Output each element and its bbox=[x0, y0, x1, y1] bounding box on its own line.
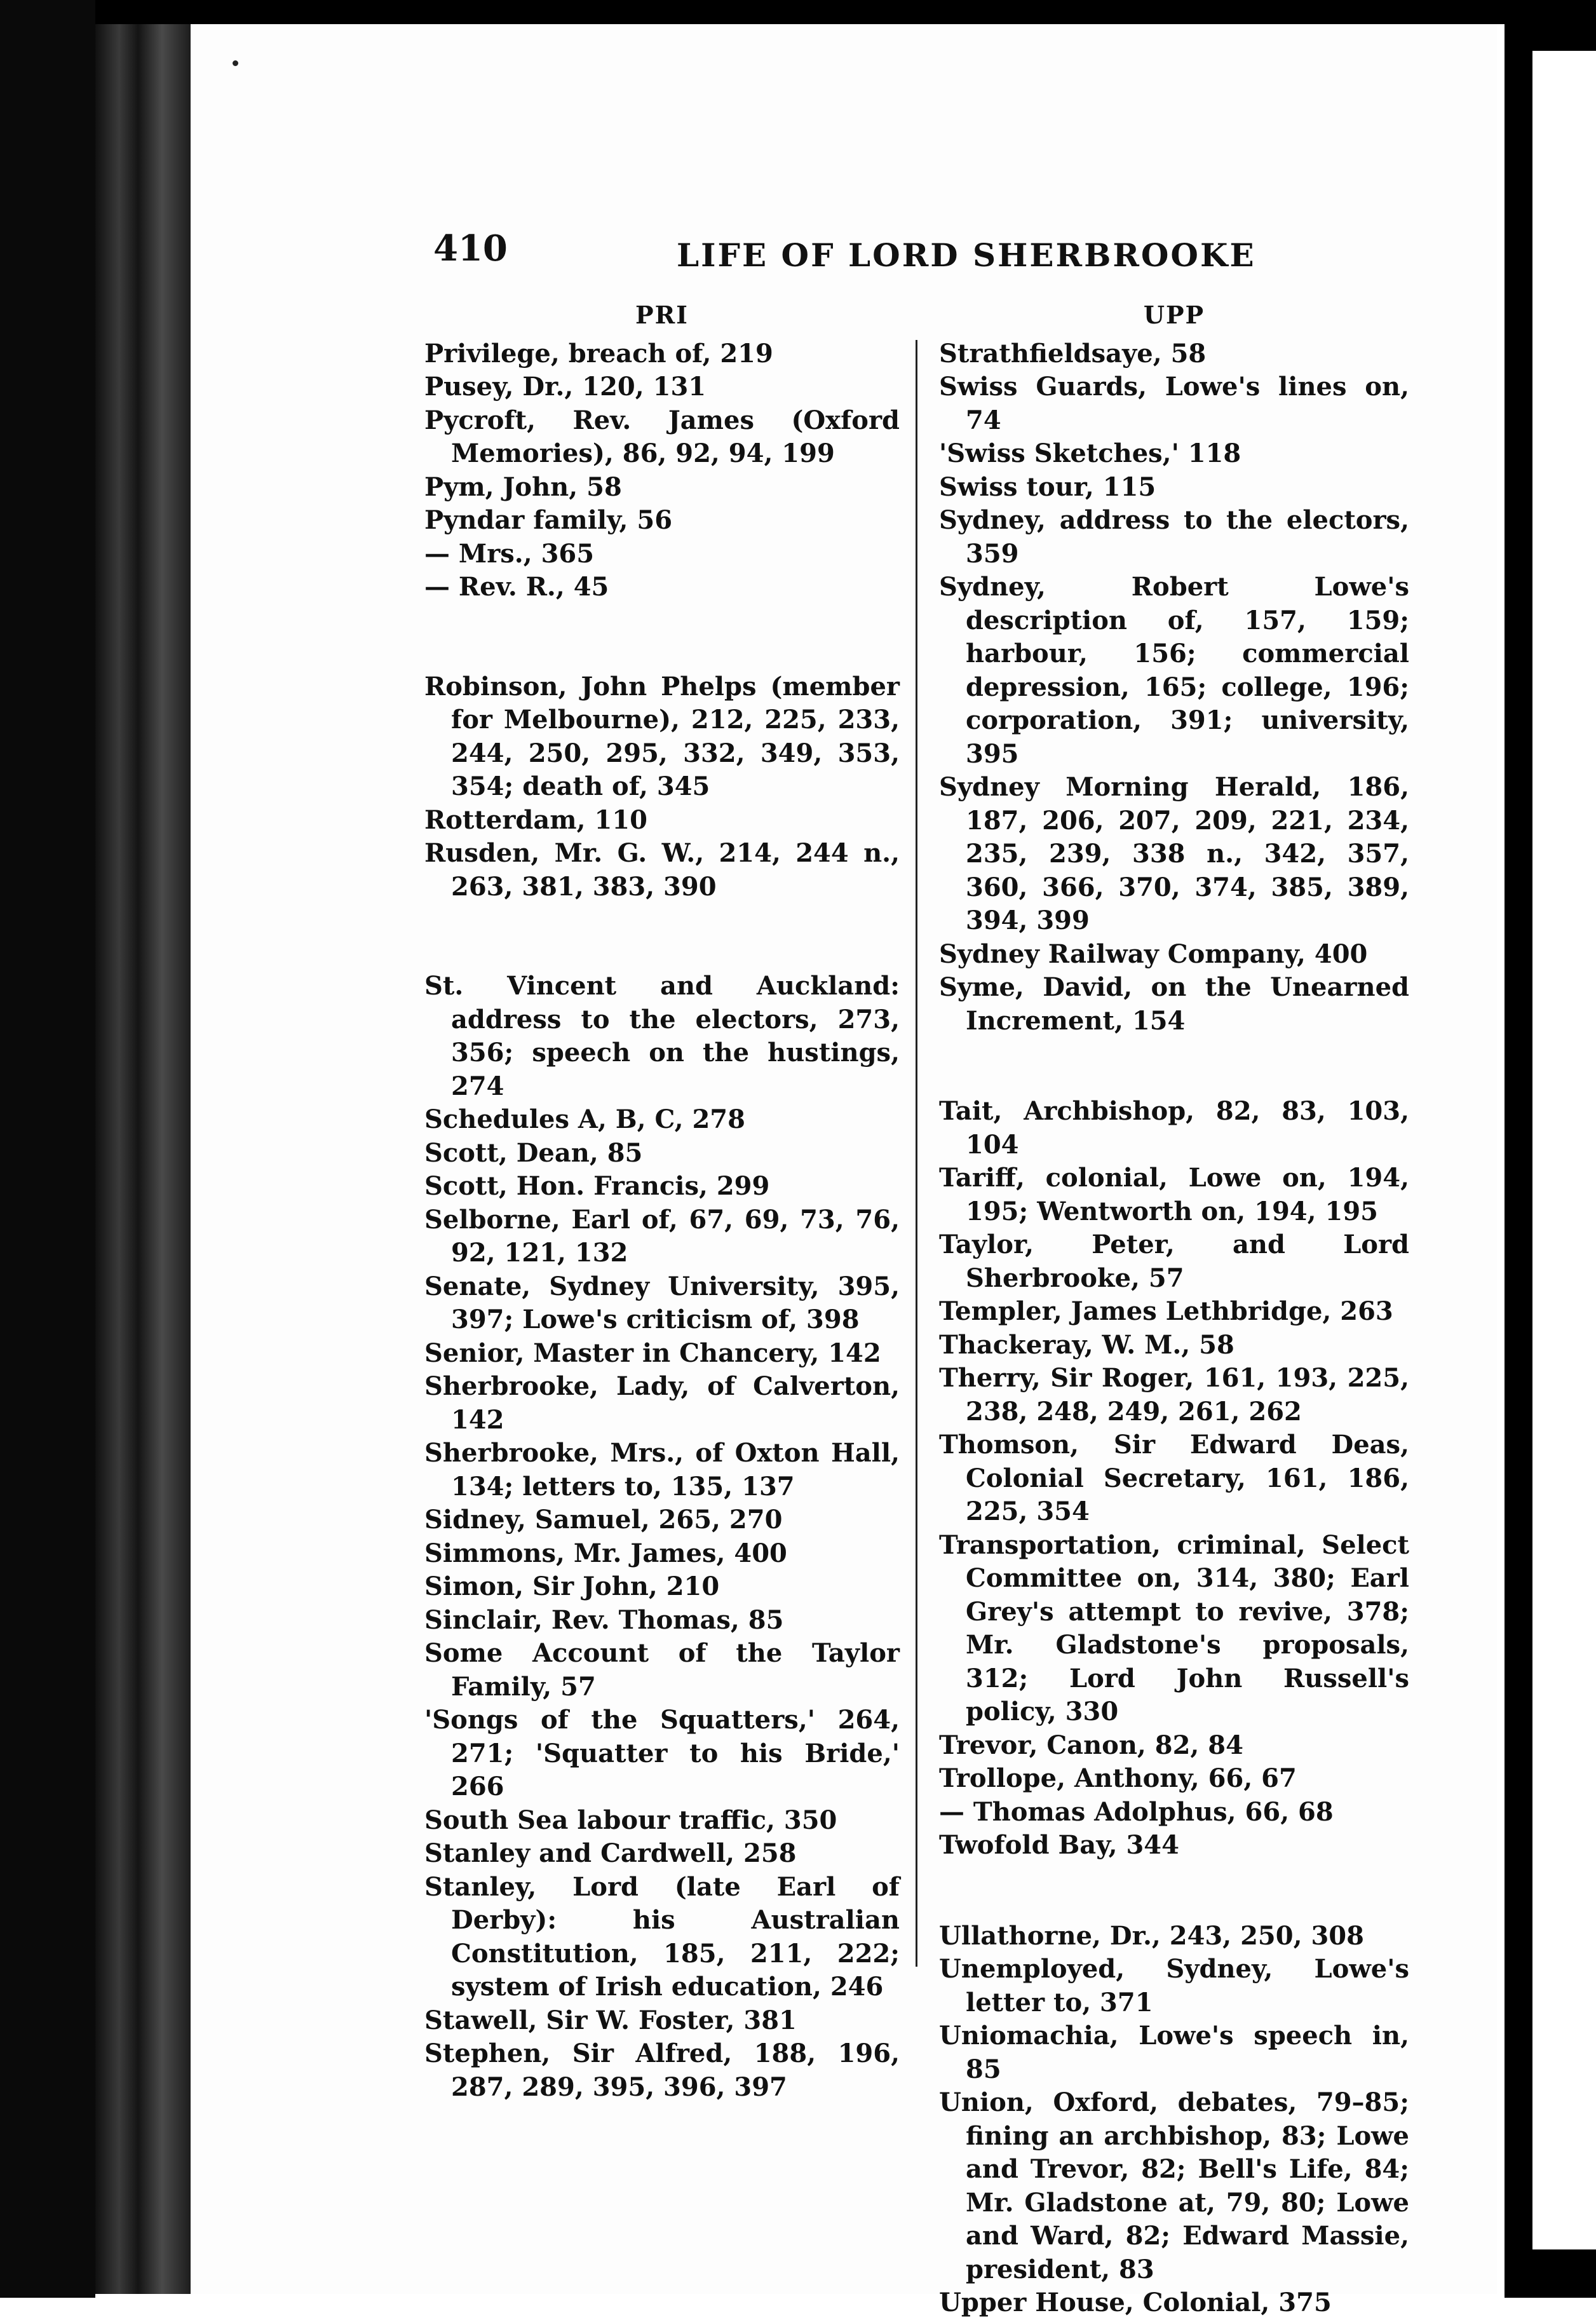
index-entry: Senate, Sydney University, 395, 397; Lowe's criticism of, 398 bbox=[424, 1271, 900, 1334]
index-entry: Stanley, Lord (late Earl of Derby): his Australian Constitution, 185, 211, 222; system of Irish education, 246 bbox=[424, 1871, 900, 2002]
index-entry: Thomson, Sir Edward Deas, Colonial Secretary, 161, 186, 225, 354 bbox=[939, 1430, 1409, 1526]
page-number: 410 bbox=[433, 227, 508, 269]
index-entry: Tait, Archbishop, 82, 83, 103, 104 bbox=[939, 1096, 1409, 1160]
index-entry: — Rev. R., 45 bbox=[424, 572, 609, 602]
index-entry: Ullathorne, Dr., 243, 250, 308 bbox=[939, 1920, 1364, 1951]
index-entry: 'Songs of the Squatters,' 264, 271; 'Squatter to his Bride,' 266 bbox=[424, 1705, 900, 1801]
index-entry: — Thomas Adolphus, 66, 68 bbox=[939, 1796, 1334, 1827]
index-entry: Transportation, criminal, Select Committee on, 314, 380; Earl Grey's attempt to revive, 378; Mr. Gladstone's proposals, 312; Lord John Russell's policy, 330 bbox=[939, 1530, 1409, 1726]
index-entry: Trevor, Canon, 82, 84 bbox=[939, 1730, 1243, 1760]
index-entry: Stanley and Cardwell, 258 bbox=[424, 1838, 797, 1868]
index-entry: Simmons, Mr. James, 400 bbox=[424, 1538, 787, 1568]
index-entry: Pyndar family, 56 bbox=[424, 505, 673, 535]
index-entry: — Mrs., 365 bbox=[424, 538, 595, 569]
column-rule bbox=[916, 340, 917, 1967]
index-entry: Pym, John, 58 bbox=[424, 471, 622, 502]
ink-speck bbox=[233, 60, 238, 66]
index-entry: 'Swiss Sketches,' 118 bbox=[939, 438, 1241, 468]
index-entry: Sinclair, Rev. Thomas, 85 bbox=[424, 1604, 784, 1635]
section-gap bbox=[939, 1862, 1409, 1920]
facing-page-edge bbox=[1532, 51, 1596, 2249]
index-entry: Tariff, colonial, Lowe on, 194, 195; Wentworth on, 194, 195 bbox=[939, 1163, 1409, 1226]
index-entry: Simon, Sir John, 210 bbox=[424, 1571, 720, 1601]
index-entry: Sydney, address to the electors, 359 bbox=[939, 505, 1409, 569]
index-entry: Swiss tour, 115 bbox=[939, 471, 1156, 502]
section-gap bbox=[424, 604, 900, 670]
index-entry: Sherbrooke, Lady, of Calverton, 142 bbox=[424, 1371, 900, 1435]
index-entry: Rusden, Mr. G. W., 214, 244 n., 263, 381, 383, 390 bbox=[424, 838, 900, 902]
index-entry: Pusey, Dr., 120, 131 bbox=[424, 372, 707, 402]
index-entry: Sydney, Robert Lowe's description of, 157, 159; harbour, 156; commercial depression, 165; college, 196; corporation, 391; university, 395 bbox=[939, 572, 1409, 769]
index-entry: Robinson, John Phelps (member for Melbourne), 212, 225, 233, 244, 250, 295, 332, 349, 353, 354; death of, 345 bbox=[424, 671, 900, 801]
index-entry: Scott, Hon. Francis, 299 bbox=[424, 1171, 770, 1201]
index-entry: Uniomachia, Lowe's speech in, 85 bbox=[939, 2021, 1409, 2084]
index-entry: Senior, Master in Chancery, 142 bbox=[424, 1338, 881, 1368]
index-column-right bbox=[939, 299, 1409, 2320]
index-entry: Sydney Railway Company, 400 bbox=[939, 939, 1368, 969]
index-entry: Sherbrooke, Mrs., of Oxton Hall, 134; letters to, 135, 137 bbox=[424, 1438, 900, 1502]
index-entry: Trollope, Anthony, 66, 67 bbox=[939, 1763, 1297, 1793]
scan-border-top bbox=[95, 0, 1512, 24]
index-entry: Thackeray, W. M., 58 bbox=[939, 1329, 1234, 1360]
index-entry: Therry, Sir Roger, 161, 193, 225, 238, 248, 249, 261, 262 bbox=[939, 1363, 1409, 1427]
index-entry: Stephen, Sir Alfred, 188, 196, 287, 289, 395, 396, 397 bbox=[424, 2038, 900, 2102]
index-entry: St. Vincent and Auckland: address to the electors, 273, 356; speech on the hustings, 274 bbox=[424, 971, 900, 1101]
running-header bbox=[433, 227, 1304, 285]
index-entry: Twofold Bay, 344 bbox=[939, 1830, 1179, 1860]
index-entry: Scott, Dean, 85 bbox=[424, 1137, 643, 1168]
catchword-right: UPP bbox=[1143, 301, 1205, 329]
index-entry: Sydney Morning Herald, 186, 187, 206, 207, 209, 221, 234, 235, 239, 338 n., 342, 357, 360, 366, 370, 374, 385, 389, 394, 399 bbox=[939, 772, 1409, 935]
index-entry: Pycroft, Rev. James (Oxford Memories), 86, 92, 94, 199 bbox=[424, 405, 900, 468]
running-title: LIFE OF LORD SHERBROOKE bbox=[677, 236, 1256, 274]
index-entry: Rotterdam, 110 bbox=[424, 804, 647, 835]
index-entry: Upper House, Colonial, 375 bbox=[939, 2288, 1332, 2317]
index-entry: Swiss Guards, Lowe's lines on, 74 bbox=[939, 372, 1409, 435]
index-column-left bbox=[424, 299, 900, 2104]
index-entry: Taylor, Peter, and Lord Sherbrooke, 57 bbox=[939, 1230, 1409, 1293]
catchword-left: PRI bbox=[635, 301, 689, 329]
index-entry: Unemployed, Sydney, Lowe's letter to, 371 bbox=[939, 1954, 1409, 2018]
scan-border-left bbox=[0, 0, 95, 2298]
index-entry: Privilege, breach of, 219 bbox=[424, 338, 773, 369]
section-gap bbox=[424, 904, 900, 970]
index-entry: Templer, James Lethbridge, 263 bbox=[939, 1296, 1393, 1326]
index-entry: Selborne, Earl of, 67, 69, 73, 76, 92, 121, 132 bbox=[424, 1204, 900, 1268]
index-entry: South Sea labour traffic, 350 bbox=[424, 1805, 837, 1835]
index-entry: Schedules A, B, C, 278 bbox=[424, 1104, 745, 1134]
index-entry: Union, Oxford, debates, 79–85; fining an archbishop, 83; Lowe and Trevor, 82; Bell's Life, 84; Mr. Gladstone at, 79, 80; Lowe and Ward, 82; Edward Massie, president, 83 bbox=[939, 2087, 1409, 2284]
index-entry: Some Account of the Taylor Family, 57 bbox=[424, 1638, 900, 1702]
book-spine bbox=[95, 13, 191, 2294]
index-entry: Syme, David, on the Unearned Increment, 154 bbox=[939, 972, 1409, 1036]
section-gap bbox=[939, 1038, 1409, 1095]
index-entry: Strathfieldsaye, 58 bbox=[939, 338, 1207, 369]
index-entry: Sidney, Samuel, 265, 270 bbox=[424, 1505, 783, 1535]
index-entry: Stawell, Sir W. Foster, 381 bbox=[424, 2005, 797, 2035]
